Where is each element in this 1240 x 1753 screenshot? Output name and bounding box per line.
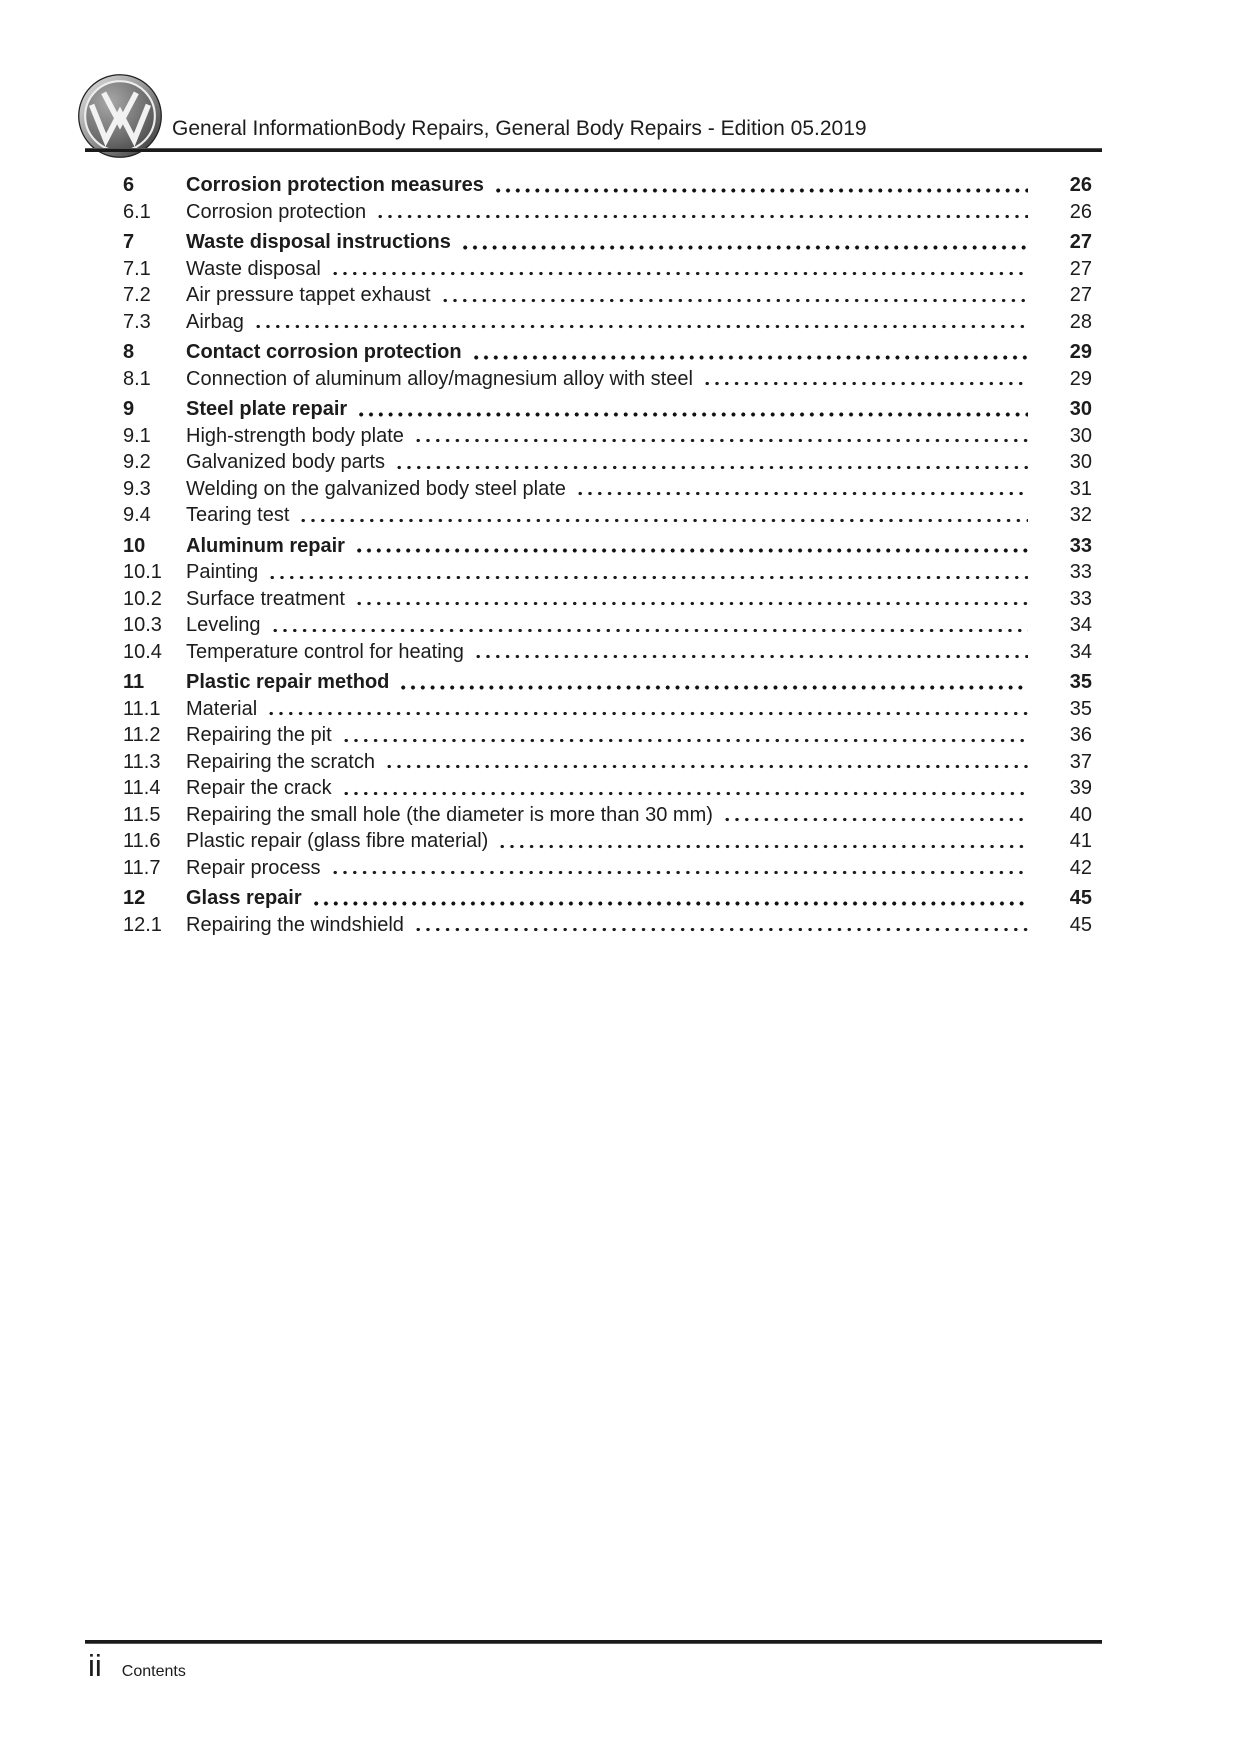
dot-leader (357, 601, 1028, 606)
toc-entry-page: 29 (1069, 341, 1092, 363)
toc-entry (123, 912, 1092, 939)
toc-entry-page: 35 (1069, 697, 1092, 720)
toc-entry (123, 586, 1092, 613)
toc-entry-title: Waste disposal instructions (186, 231, 451, 253)
toc-entry (123, 449, 1092, 476)
toc-entry-page: 30 (1069, 398, 1092, 420)
dot-leader (378, 214, 1028, 219)
toc-entry-page: 40 (1069, 803, 1092, 826)
toc-entry-page: 32 (1069, 504, 1092, 526)
toc-entry (123, 199, 1092, 226)
dot-leader (578, 491, 1028, 496)
dot-leader (314, 901, 1028, 906)
dot-leader (387, 764, 1028, 769)
toc-entry-number: 7.3 (123, 310, 151, 333)
document-title: General InformationBody Repairs, General Body Repairs - Edition 05.2019 (172, 117, 867, 140)
toc-entry (123, 696, 1092, 723)
header-divider (85, 148, 1102, 152)
toc-entry (123, 855, 1092, 882)
dot-leader (476, 654, 1028, 659)
toc-entry-number: 10 (123, 534, 146, 557)
toc-entry-number: 6 (123, 174, 135, 196)
toc-entry-number: 11.1 (123, 697, 161, 720)
toc-entry (123, 396, 1092, 423)
toc-entry-page: 45 (1069, 887, 1092, 909)
toc-entry-title: Repairing the small hole (the diameter is more than 30 mm) (186, 803, 713, 826)
toc-entry-page: 34 (1069, 640, 1092, 663)
dot-leader (416, 438, 1028, 443)
toc-entry-title: Welding on the galvanized body steel plate (186, 477, 566, 500)
toc-entry-page: 30 (1069, 424, 1092, 447)
dot-leader (357, 548, 1028, 553)
dot-leader (401, 685, 1028, 690)
dot-leader (496, 188, 1028, 193)
toc-entry-number: 12.1 (123, 913, 162, 936)
toc-entry-number: 7 (123, 231, 135, 253)
toc-entry-title: Repairing the scratch (186, 750, 375, 773)
toc-entry-title: Glass repair (186, 887, 302, 909)
toc-entry-page: 41 (1069, 830, 1092, 852)
toc-entry-page: 36 (1069, 724, 1092, 746)
footer-page-number: ii (88, 1648, 102, 1683)
toc-entry-number: 9 (123, 398, 135, 420)
toc-entry-title: Leveling (186, 614, 261, 636)
toc-entry (123, 802, 1092, 829)
toc-entry-number: 7.1 (123, 257, 151, 280)
toc-entry-number: 11.2 (123, 724, 161, 746)
toc-entry-title: Temperature control for heating (186, 640, 464, 663)
toc-entry-title: Connection of aluminum alloy/magnesium alloy with steel (186, 367, 693, 390)
dot-leader (443, 298, 1028, 303)
dot-leader (725, 817, 1028, 822)
toc-entry-number: 6.1 (123, 200, 151, 223)
dot-leader (344, 738, 1028, 743)
toc-entry-number: 11.4 (123, 777, 161, 799)
toc-entry-number: 10.3 (123, 614, 162, 636)
toc-entry-page: 33 (1069, 534, 1092, 557)
toc-entry-page: 35 (1069, 671, 1092, 693)
dot-leader (474, 355, 1028, 360)
toc-entry-page: 27 (1069, 231, 1092, 253)
toc-entry-title: Painting (186, 561, 259, 583)
toc-entry-title: Repairing the windshield (186, 913, 404, 936)
toc-entry (123, 423, 1092, 450)
toc-entry-title: Plastic repair (glass fibre material) (186, 830, 489, 852)
toc-entry (123, 828, 1092, 855)
toc-entry-number: 12 (123, 887, 146, 909)
toc-entry-page: 33 (1069, 561, 1092, 583)
toc-entry-title: Corrosion protection measures (186, 174, 484, 196)
footer-divider (85, 1640, 1102, 1644)
dot-leader (333, 870, 1028, 875)
toc-entry-page: 27 (1069, 284, 1092, 306)
toc-entry-title: Repairing the pit (186, 724, 332, 746)
toc-entry (123, 172, 1092, 199)
dot-leader (344, 791, 1028, 796)
toc-entry-number: 10.4 (123, 640, 162, 663)
toc-entry-title: Contact corrosion protection (186, 341, 462, 363)
dot-leader (273, 628, 1028, 633)
toc-entry-title: Repair the crack (186, 777, 332, 799)
toc-entry (123, 476, 1092, 503)
toc-entry-number: 9.1 (123, 424, 151, 447)
toc-entry-number: 8 (123, 341, 135, 363)
footer-contents-label: Contents (121, 1663, 186, 1680)
dot-leader (500, 844, 1028, 849)
toc-entry (123, 339, 1092, 366)
toc-entry (123, 669, 1092, 696)
toc-entry-page: 33 (1069, 587, 1092, 610)
toc-entry-title: Surface treatment (186, 587, 345, 610)
dot-leader (269, 711, 1028, 716)
toc-entry-number: 10.1 (123, 561, 162, 583)
toc-entry-number: 7.2 (123, 284, 151, 306)
toc-entry (123, 282, 1092, 309)
footer (88, 1646, 186, 1686)
toc-entry (123, 749, 1092, 776)
toc-entry-title: Waste disposal (186, 257, 321, 280)
toc-entry-title: Steel plate repair (186, 398, 348, 420)
toc-entry-page: 26 (1069, 174, 1092, 196)
toc-entry-number: 11 (123, 671, 145, 693)
dot-leader (416, 927, 1028, 932)
toc-entry-page: 26 (1069, 200, 1092, 223)
toc-entry-number: 11.7 (123, 856, 161, 879)
toc-entry-page: 45 (1069, 913, 1092, 936)
dot-leader (301, 518, 1028, 523)
toc-entry-number: 9.2 (123, 451, 151, 473)
toc-entry-title: High-strength body plate (186, 424, 404, 447)
toc-entry-page: 27 (1069, 257, 1092, 280)
toc-entry (123, 502, 1092, 529)
toc-entry (123, 722, 1092, 749)
toc-entry-number: 9.4 (123, 504, 151, 526)
toc-list (123, 172, 1092, 938)
toc-entry-number: 11.6 (123, 830, 161, 852)
toc-entry-title: Repair process (186, 856, 321, 879)
dot-leader (333, 271, 1028, 276)
toc-entry-page: 39 (1069, 777, 1092, 799)
toc-entry (123, 885, 1092, 912)
toc-entry-title: Galvanized body parts (186, 451, 386, 473)
toc-entry-title: Airbag (186, 310, 244, 333)
toc-entry-page: 34 (1069, 614, 1092, 636)
toc-entry-page: 30 (1069, 451, 1092, 473)
toc-entry-title: Corrosion protection (186, 200, 367, 223)
toc-entry (123, 559, 1092, 586)
toc-entry (123, 533, 1092, 560)
dot-leader (256, 324, 1028, 329)
toc-entry-title: Tearing test (186, 504, 290, 526)
toc-entry-page: 37 (1069, 750, 1092, 773)
toc-entry-number: 11.3 (123, 750, 161, 773)
toc-entry-number: 8.1 (123, 367, 151, 390)
toc-entry-number: 10.2 (123, 587, 162, 610)
toc-entry-page: 42 (1069, 856, 1092, 879)
toc-entry (123, 612, 1092, 639)
toc-entry (123, 229, 1092, 256)
toc-entry (123, 309, 1092, 336)
toc-entry (123, 775, 1092, 802)
toc-entry-number: 9.3 (123, 477, 151, 500)
toc-entry (123, 366, 1092, 393)
toc-entry-page: 28 (1069, 310, 1092, 333)
toc-entry-title: Aluminum repair (186, 534, 345, 557)
dot-leader (463, 245, 1028, 250)
toc-entry-title: Material (186, 697, 258, 720)
toc-entry-page: 29 (1069, 367, 1092, 390)
dot-leader (397, 465, 1028, 470)
toc-entry (123, 256, 1092, 283)
toc-entry-title: Plastic repair method (186, 671, 390, 693)
dot-leader (270, 575, 1028, 580)
toc-entry-title: Air pressure tappet exhaust (186, 284, 431, 306)
toc-entry-number: 11.5 (123, 803, 161, 826)
toc-entry (123, 639, 1092, 666)
toc-entry-page: 31 (1069, 477, 1092, 500)
dot-leader (705, 381, 1028, 386)
vw-logo (77, 72, 163, 160)
dot-leader (359, 412, 1028, 417)
